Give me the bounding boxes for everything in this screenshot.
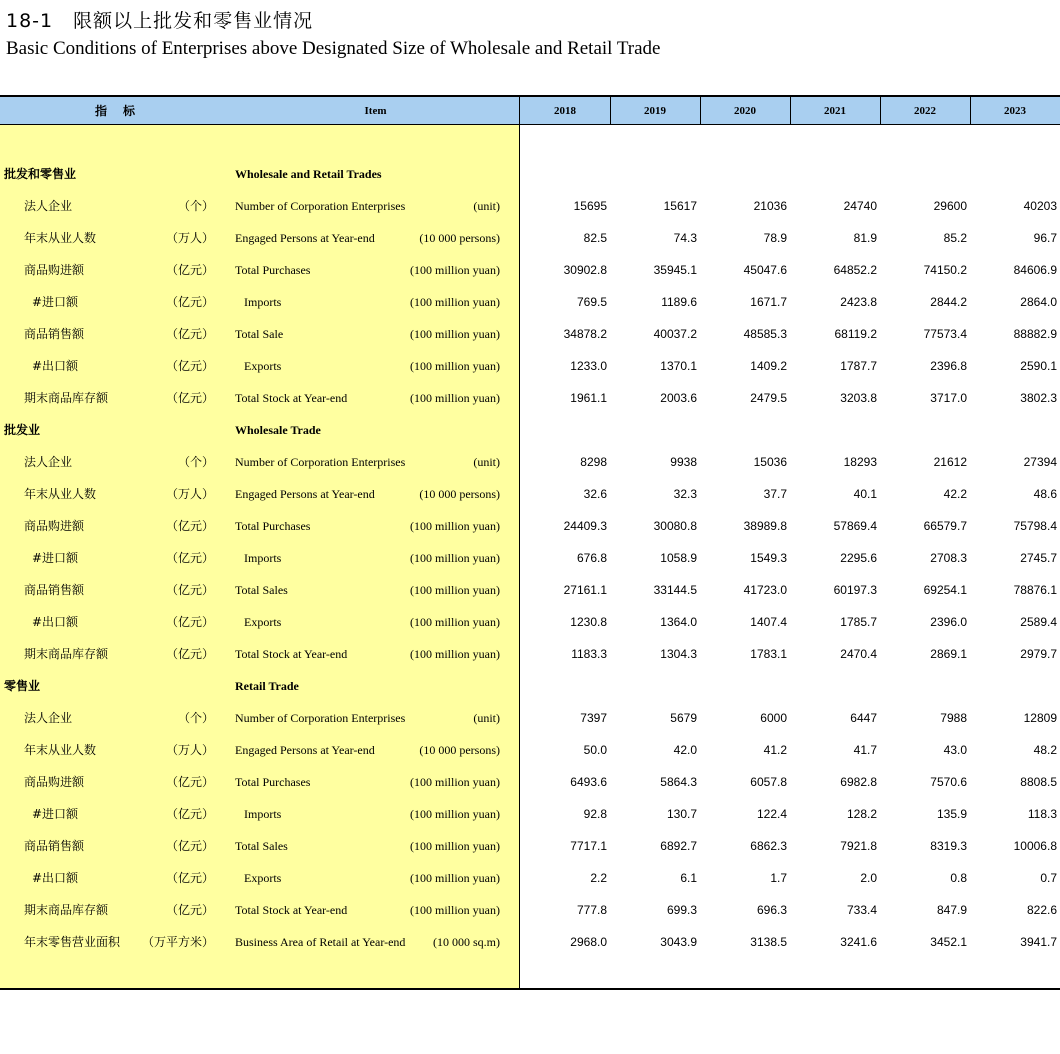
row-label-english: Number of Corporation Enterprises (235, 199, 406, 213)
row-value-2019: 15617 (663, 199, 697, 213)
row-label-chinese: 商品销售额 (24, 839, 85, 853)
row-value-2022: 2396.0 (930, 615, 967, 629)
row-value-2021: 57869.4 (833, 519, 877, 533)
row-unit-english: (unit) (473, 455, 500, 469)
table-row (0, 510, 1060, 542)
row-value-2018: 27161.1 (563, 583, 607, 597)
table-section-row (0, 158, 1060, 190)
header-year-2019: 2019 (644, 105, 666, 117)
row-value-2020: 6862.3 (750, 839, 787, 853)
row-label-chinese: #进口额 (32, 295, 79, 309)
row-value-2019: 32.3 (673, 487, 697, 501)
row-value-2023: 3802.3 (1020, 391, 1057, 405)
row-label-english: Total Purchases (235, 775, 311, 789)
row-label-english: Engaged Persons at Year-end (235, 487, 375, 501)
header-column-divider (880, 97, 881, 125)
row-unit-english: (100 million yuan) (410, 647, 500, 661)
header-year-2023: 2023 (1004, 105, 1026, 117)
row-unit-english: (100 million yuan) (410, 871, 500, 885)
row-value-2021: 6447 (850, 711, 877, 725)
row-unit-english: (100 million yuan) (410, 551, 500, 565)
row-label-english: Total Stock at Year-end (235, 647, 348, 661)
row-unit-english: (unit) (473, 711, 500, 725)
row-value-2020: 41723.0 (743, 583, 787, 597)
row-unit-chinese: （个） (177, 711, 214, 725)
row-label-english: Exports (244, 615, 282, 629)
row-unit-english: (100 million yuan) (410, 839, 500, 853)
row-label-chinese: 批发业 (4, 423, 41, 437)
row-value-2022: 43.0 (943, 743, 967, 757)
row-label-chinese: 期末商品库存额 (24, 391, 109, 405)
row-value-2018: 82.5 (583, 231, 607, 245)
row-value-2023: 118.3 (1027, 807, 1057, 821)
header-item: Item (364, 105, 387, 117)
row-unit-english: (10 000 persons) (419, 743, 500, 757)
row-value-2021: 60197.3 (833, 583, 877, 597)
row-value-2019: 40037.2 (653, 327, 697, 341)
row-label-chinese: 年末从业人数 (24, 231, 97, 245)
row-label-chinese: 法人企业 (24, 455, 73, 469)
row-label-chinese: 年末从业人数 (24, 743, 97, 757)
row-value-2023: 84606.9 (1013, 263, 1057, 277)
row-value-2020: 1409.2 (750, 359, 787, 373)
row-value-2022: 21612 (933, 455, 967, 469)
row-unit-english: (100 million yuan) (410, 615, 500, 629)
row-value-2023: 12809 (1023, 711, 1057, 725)
row-value-2021: 7921.8 (840, 839, 877, 853)
row-value-2019: 2003.6 (660, 391, 697, 405)
row-value-2020: 21036 (753, 199, 787, 213)
header-column-divider (790, 97, 791, 125)
row-value-2019: 35945.1 (653, 263, 697, 277)
row-unit-chinese: （亿元） (165, 327, 214, 341)
row-value-2018: 676.8 (576, 551, 607, 565)
header-year-2020: 2020 (734, 105, 756, 117)
row-label-chinese: 法人企业 (24, 711, 73, 725)
row-unit-english: (100 million yuan) (410, 583, 500, 597)
row-value-2018: 50.0 (583, 743, 607, 757)
row-value-2022: 85.2 (943, 231, 967, 245)
row-value-2020: 38989.8 (743, 519, 787, 533)
row-label-english: Exports (244, 871, 282, 885)
header-year-2021: 2021 (824, 105, 846, 117)
row-value-2019: 1304.3 (660, 647, 697, 661)
row-value-2018: 6493.6 (570, 775, 607, 789)
row-value-2021: 1787.7 (840, 359, 877, 373)
row-value-2023: 2864.0 (1020, 295, 1057, 309)
row-unit-english: (10 000 sq.m) (433, 935, 500, 949)
table-section-row (0, 414, 1060, 446)
row-value-2020: 15036 (753, 455, 787, 469)
row-value-2021: 2470.4 (840, 647, 877, 661)
row-unit-chinese: （亿元） (165, 263, 214, 277)
row-unit-english: (10 000 persons) (419, 487, 500, 501)
table-row (0, 574, 1060, 606)
row-label-english: Wholesale and Retail Trades (235, 167, 382, 181)
row-label-chinese: 商品销售额 (24, 583, 85, 597)
row-value-2021: 1785.7 (840, 615, 877, 629)
row-value-2022: 0.8 (950, 871, 967, 885)
row-unit-chinese: （亿元） (165, 903, 214, 917)
row-value-2023: 48.6 (1033, 487, 1057, 501)
row-unit-english: (100 million yuan) (410, 359, 500, 373)
row-value-2018: 92.8 (583, 807, 607, 821)
row-value-2018: 24409.3 (563, 519, 607, 533)
row-value-2021: 3241.6 (840, 935, 877, 949)
table-row (0, 606, 1060, 638)
row-label-chinese: 商品购进额 (24, 775, 85, 789)
table-row (0, 734, 1060, 766)
row-label-english: Total Sale (235, 327, 284, 341)
row-label-english: Imports (244, 551, 282, 565)
row-value-2018: 2968.0 (570, 935, 607, 949)
row-value-2018: 777.8 (576, 903, 607, 917)
row-value-2021: 64852.2 (833, 263, 877, 277)
row-value-2019: 6.1 (680, 871, 697, 885)
table-row (0, 446, 1060, 478)
row-unit-chinese: （亿元） (165, 359, 214, 373)
table-row (0, 830, 1060, 862)
row-value-2018: 769.5 (576, 295, 607, 309)
row-value-2019: 1058.9 (660, 551, 697, 565)
row-value-2022: 7570.6 (930, 775, 967, 789)
row-value-2018: 1961.1 (570, 391, 607, 405)
row-label-english: Total Purchases (235, 519, 311, 533)
row-value-2019: 74.3 (673, 231, 697, 245)
row-unit-english: (100 million yuan) (410, 775, 500, 789)
row-value-2020: 6000 (760, 711, 787, 725)
header-indicator: 指 标 (94, 104, 137, 118)
row-label-english: Business Area of Retail at Year-end (235, 935, 406, 949)
table-row (0, 190, 1060, 222)
row-value-2023: 48.2 (1033, 743, 1057, 757)
table-row (0, 350, 1060, 382)
row-label-english: Exports (244, 359, 282, 373)
row-label-english: Engaged Persons at Year-end (235, 743, 375, 757)
row-value-2023: 2589.4 (1020, 615, 1057, 629)
row-value-2020: 1407.4 (750, 615, 787, 629)
row-value-2021: 40.1 (853, 487, 877, 501)
row-value-2021: 68119.2 (834, 327, 877, 341)
row-value-2018: 1183.3 (571, 647, 607, 661)
table-row (0, 254, 1060, 286)
row-unit-chinese: （万人） (165, 743, 214, 757)
row-unit-english: (100 million yuan) (410, 519, 500, 533)
row-label-english: Total Stock at Year-end (235, 903, 348, 917)
row-value-2022: 66579.7 (923, 519, 967, 533)
row-label-english: Total Stock at Year-end (235, 391, 348, 405)
row-value-2023: 0.7 (1040, 871, 1057, 885)
row-unit-chinese: （个） (177, 455, 214, 469)
row-value-2022: 69254.1 (923, 583, 967, 597)
row-unit-english: (100 million yuan) (410, 903, 500, 917)
row-value-2021: 128.2 (846, 807, 877, 821)
row-value-2019: 699.3 (666, 903, 697, 917)
table-row (0, 894, 1060, 926)
table-row (0, 766, 1060, 798)
row-label-chinese: #进口额 (32, 807, 79, 821)
row-value-2020: 78.9 (763, 231, 787, 245)
row-value-2022: 7988 (940, 711, 967, 725)
row-unit-chinese: （亿元） (165, 615, 214, 629)
row-value-2022: 77573.4 (923, 327, 967, 341)
row-value-2022: 2869.1 (930, 647, 967, 661)
row-value-2022: 8319.3 (930, 839, 967, 853)
row-value-2018: 34878.2 (563, 327, 607, 341)
row-unit-chinese: （亿元） (165, 807, 214, 821)
row-unit-english: (unit) (473, 199, 500, 213)
row-unit-chinese: （亿元） (165, 583, 214, 597)
row-value-2020: 122.4 (756, 807, 787, 821)
row-value-2023: 822.6 (1026, 903, 1057, 917)
row-label-chinese: 批发和零售业 (4, 167, 77, 181)
row-label-chinese: 零售业 (4, 679, 41, 693)
row-label-chinese: 商品销售额 (24, 327, 85, 341)
row-value-2022: 42.2 (943, 487, 967, 501)
row-label-english: Retail Trade (235, 679, 299, 693)
table-row (0, 382, 1060, 414)
row-label-chinese: #出口额 (32, 615, 79, 629)
row-value-2023: 78876.1 (1013, 583, 1057, 597)
row-value-2023: 40203 (1023, 199, 1057, 213)
row-value-2020: 6057.8 (750, 775, 787, 789)
row-label-chinese: #出口额 (32, 359, 79, 373)
row-value-2020: 1.7 (770, 871, 787, 885)
row-value-2019: 6892.7 (660, 839, 697, 853)
row-label-english: Imports (244, 295, 282, 309)
table-row (0, 862, 1060, 894)
row-label-english: Total Purchases (235, 263, 311, 277)
row-label-chinese: 法人企业 (24, 199, 73, 213)
table-row (0, 222, 1060, 254)
row-label-chinese: 年末从业人数 (24, 487, 97, 501)
row-value-2021: 41.7 (853, 743, 877, 757)
row-unit-chinese: （亿元） (165, 871, 214, 885)
row-value-2019: 5864.3 (660, 775, 697, 789)
row-value-2023: 27394 (1023, 455, 1057, 469)
row-value-2022: 847.9 (936, 903, 967, 917)
row-label-english: Total Sales (235, 839, 288, 853)
row-value-2022: 74150.2 (923, 263, 967, 277)
row-value-2021: 733.4 (846, 903, 877, 917)
row-unit-chinese: （亿元） (165, 519, 214, 533)
row-value-2021: 24740 (843, 199, 877, 213)
row-label-english: Imports (244, 807, 282, 821)
row-value-2019: 5679 (670, 711, 697, 725)
row-value-2018: 1230.8 (570, 615, 607, 629)
page-title-english: Basic Conditions of Enterprises above Designated Size of Wholesale and Retail Trade (6, 38, 661, 59)
row-value-2019: 1189.6 (661, 295, 697, 309)
row-value-2020: 1549.3 (750, 551, 787, 565)
row-value-2018: 1233.0 (570, 359, 607, 373)
row-value-2018: 32.6 (583, 487, 607, 501)
row-unit-english: (100 million yuan) (410, 263, 500, 277)
row-value-2023: 2745.7 (1020, 551, 1057, 565)
row-unit-english: (10 000 persons) (419, 231, 500, 245)
table-row (0, 702, 1060, 734)
page-title-chinese: 18-1 限额以上批发和零售业情况 (6, 10, 314, 32)
row-unit-chinese: （亿元） (165, 391, 214, 405)
row-value-2022: 135.9 (936, 807, 967, 821)
row-value-2022: 2844.2 (930, 295, 967, 309)
row-value-2021: 2423.8 (840, 295, 877, 309)
row-label-english: Engaged Persons at Year-end (235, 231, 375, 245)
row-value-2019: 1370.1 (660, 359, 697, 373)
row-unit-chinese: （亿元） (165, 647, 214, 661)
row-unit-chinese: （万人） (165, 231, 214, 245)
row-value-2020: 3138.5 (750, 935, 787, 949)
row-value-2020: 37.7 (763, 487, 787, 501)
row-value-2020: 45047.6 (743, 263, 787, 277)
row-value-2019: 9938 (670, 455, 697, 469)
row-label-chinese: 商品购进额 (24, 519, 85, 533)
row-unit-english: (100 million yuan) (410, 807, 500, 821)
row-value-2021: 6982.8 (840, 775, 877, 789)
row-value-2019: 130.7 (666, 807, 697, 821)
row-value-2021: 81.9 (853, 231, 877, 245)
row-unit-chinese: （万平方米） (141, 935, 214, 949)
row-unit-chinese: （万人） (165, 487, 214, 501)
header-column-divider (970, 97, 971, 125)
row-value-2018: 8298 (580, 455, 607, 469)
table-row (0, 318, 1060, 350)
row-value-2021: 3203.8 (840, 391, 877, 405)
table-row (0, 478, 1060, 510)
header-year-2018: 2018 (554, 105, 576, 117)
row-value-2020: 48585.3 (743, 327, 787, 341)
row-label-english: Wholesale Trade (235, 423, 321, 437)
row-unit-english: (100 million yuan) (410, 327, 500, 341)
row-value-2018: 7717.1 (570, 839, 607, 853)
row-value-2018: 2.2 (590, 871, 607, 885)
row-value-2019: 1364.0 (660, 615, 697, 629)
row-value-2018: 15695 (573, 199, 607, 213)
table-row (0, 926, 1060, 958)
row-unit-chinese: （亿元） (165, 839, 214, 853)
row-value-2021: 2.0 (860, 871, 877, 885)
row-label-english: Number of Corporation Enterprises (235, 455, 406, 469)
row-value-2021: 18293 (843, 455, 877, 469)
row-value-2022: 3717.0 (930, 391, 967, 405)
row-value-2020: 1671.7 (750, 295, 787, 309)
row-value-2020: 1783.1 (750, 647, 787, 661)
header-year-2022: 2022 (914, 105, 936, 117)
row-label-english: Number of Corporation Enterprises (235, 711, 406, 725)
row-value-2023: 75798.4 (1013, 519, 1057, 533)
table-section-row (0, 670, 1060, 702)
row-value-2019: 3043.9 (660, 935, 697, 949)
header-column-divider (700, 97, 701, 125)
row-unit-english: (100 million yuan) (410, 391, 500, 405)
row-value-2023: 96.7 (1033, 231, 1057, 245)
row-value-2019: 33144.5 (653, 583, 697, 597)
row-label-chinese: 年末零售营业面积 (24, 935, 121, 949)
row-label-chinese: #出口额 (32, 871, 79, 885)
table-row (0, 798, 1060, 830)
table-row (0, 542, 1060, 574)
row-value-2020: 41.2 (763, 743, 787, 757)
row-value-2019: 42.0 (673, 743, 697, 757)
row-unit-chinese: （亿元） (165, 551, 214, 565)
table-bottom-rule (0, 988, 1060, 990)
row-value-2023: 2979.7 (1020, 647, 1057, 661)
row-value-2023: 10006.8 (1013, 839, 1057, 853)
row-label-chinese: #进口额 (32, 551, 79, 565)
row-value-2023: 8808.5 (1020, 775, 1057, 789)
row-value-2023: 2590.1 (1020, 359, 1057, 373)
row-label-english: Total Sales (235, 583, 288, 597)
table-row (0, 638, 1060, 670)
row-value-2022: 2708.3 (930, 551, 967, 565)
row-label-chinese: 期末商品库存额 (24, 647, 109, 661)
row-value-2020: 2479.5 (750, 391, 787, 405)
row-value-2023: 3941.7 (1020, 935, 1057, 949)
row-value-2021: 2295.6 (840, 551, 877, 565)
header-column-divider (610, 97, 611, 125)
row-unit-chinese: （亿元） (165, 295, 214, 309)
row-label-chinese: 商品购进额 (24, 263, 85, 277)
row-value-2022: 3452.1 (930, 935, 967, 949)
row-value-2022: 29600 (933, 199, 967, 213)
row-unit-chinese: （亿元） (165, 775, 214, 789)
row-value-2023: 88882.9 (1013, 327, 1057, 341)
row-unit-english: (100 million yuan) (410, 295, 500, 309)
row-value-2022: 2396.8 (930, 359, 967, 373)
table-row (0, 286, 1060, 318)
row-value-2020: 696.3 (756, 903, 787, 917)
row-label-chinese: 期末商品库存额 (24, 903, 109, 917)
row-value-2018: 7397 (580, 711, 607, 725)
row-unit-chinese: （个） (177, 199, 214, 213)
row-value-2018: 30902.8 (563, 263, 607, 277)
row-value-2019: 30080.8 (653, 519, 697, 533)
